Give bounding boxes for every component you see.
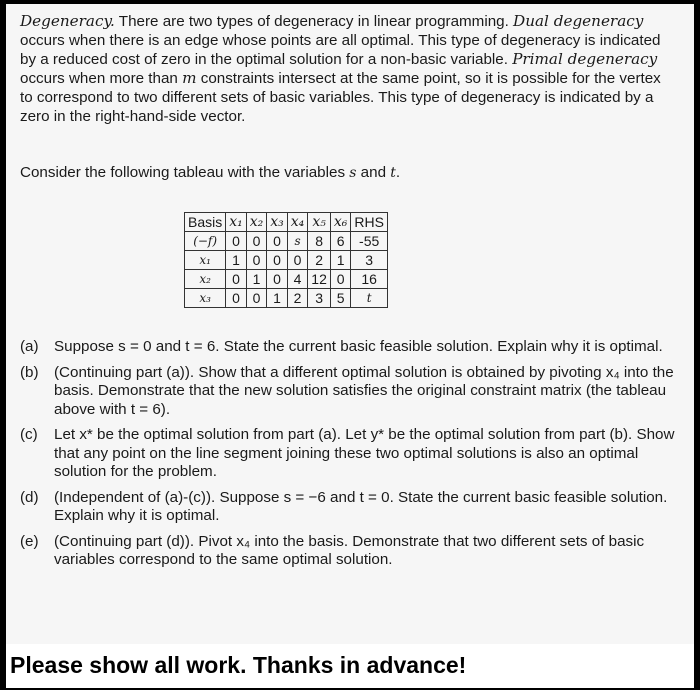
- term-degeneracy: Degeneracy.: [20, 12, 115, 30]
- question-a: [20, 338, 682, 357]
- row-basis: x₃: [185, 289, 226, 308]
- header-x4: x₄: [287, 213, 308, 232]
- page-frame: [6, 4, 694, 688]
- cell: 0: [267, 251, 288, 270]
- cell: 0: [226, 289, 247, 308]
- row-basis: x₁: [185, 251, 226, 270]
- cell: 0: [330, 270, 351, 289]
- question-d: [20, 489, 682, 526]
- simplex-tableau: [184, 212, 388, 308]
- intro-text-4: constraints intersect at the same point, so it is possible for the vertex to correspond to two different sets of basic variables. This type of degeneracy is indicated by a zero in the right-hand-side vector.: [20, 70, 661, 125]
- question-text: Let x* be the optimal solution from part (a). Let y* be the optimal solution from part (b). Show that any point on the line segment joining these two optimal solutions is also an optimal solution for the problem.: [54, 426, 675, 480]
- intro-paragraph: [20, 12, 670, 126]
- question-text: Suppose s = 0 and t = 6. State the current basic feasible solution. Explain why it is optimal.: [54, 338, 663, 355]
- question-b: [20, 364, 682, 420]
- cell: 0: [287, 251, 308, 270]
- cell: 6: [330, 232, 351, 251]
- question-c: [20, 426, 682, 482]
- intro-text-3: occurs when more than: [20, 70, 183, 87]
- cell: -55: [351, 232, 388, 251]
- header-basis: Basis: [185, 213, 226, 232]
- consider-and: and: [356, 164, 391, 181]
- cell: 0: [226, 270, 247, 289]
- header-x2: x₂: [246, 213, 267, 232]
- row-basis: x₂: [185, 270, 226, 289]
- question-e: [20, 533, 682, 570]
- tableau-header-row: [185, 213, 388, 232]
- cell: 0: [226, 232, 247, 251]
- cell: 0: [267, 232, 288, 251]
- consider-dot: .: [395, 164, 401, 181]
- table-row: [185, 232, 388, 251]
- cell: 0: [246, 251, 267, 270]
- cell: 3: [351, 251, 388, 270]
- question-list: [20, 338, 682, 577]
- consider-line: [20, 164, 400, 181]
- term-primal-degeneracy: Primal degeneracy: [512, 50, 658, 68]
- question-text: (Continuing part (a)). Show that a different optimal solution is obtained by pivoting x₄ into the basis. Demonstrate that the new solution satisfies the original constraint matrix (the tableau above with t = 6).: [54, 363, 674, 418]
- cell: 5: [330, 289, 351, 308]
- request-footer: Please show all work. Thanks in advance!: [10, 652, 467, 678]
- question-label: (c): [20, 426, 38, 443]
- cell: 0: [267, 270, 288, 289]
- question-label: (a): [20, 338, 39, 355]
- cell: 8: [308, 232, 331, 251]
- cell: 0: [246, 232, 267, 251]
- cell: 12: [308, 270, 331, 289]
- question-label: (e): [20, 532, 39, 550]
- var-t: t: [390, 165, 396, 181]
- cell: t: [351, 289, 388, 308]
- cell: 2: [287, 289, 308, 308]
- cell: 1: [267, 289, 288, 308]
- cell: 16: [351, 270, 388, 289]
- question-label: (d): [20, 488, 39, 506]
- question-text: (Independent of (a)-(c)). Suppose s = −6 and t = 0. State the current basic feasible solution. Explain why it is optimal.: [54, 488, 668, 524]
- header-x3: x₃: [267, 213, 288, 232]
- table-row: [185, 251, 388, 270]
- header-rhs: RHS: [351, 213, 388, 232]
- intro-text-2: occurs when there is an edge whose points are all optimal. This type of degeneracy is indicated by a reduced cost of zero in the optimal solution for a non-basic variable.: [20, 32, 661, 68]
- cell: 1: [246, 270, 267, 289]
- cell: 2: [308, 251, 331, 270]
- term-dual-degeneracy: Dual degeneracy: [513, 12, 644, 30]
- header-x5: x₅: [308, 213, 331, 232]
- cell: 1: [330, 251, 351, 270]
- cell: s: [287, 232, 308, 251]
- var-m: m: [182, 69, 197, 87]
- table-row: [185, 270, 388, 289]
- cell: 3: [308, 289, 331, 308]
- row-basis: (−f): [185, 232, 226, 251]
- table-row: [185, 289, 388, 308]
- cell: 0: [246, 289, 267, 308]
- problem-photo: [6, 4, 694, 644]
- header-x6: x₆: [330, 213, 351, 232]
- cell: 1: [226, 251, 247, 270]
- intro-text-1: There are two types of degeneracy in linear programming.: [114, 13, 514, 30]
- header-x1: x₁: [226, 213, 247, 232]
- consider-text: Consider the following tableau with the variables: [20, 164, 350, 181]
- question-text: (Continuing part (d)). Pivot x₄ into the basis. Demonstrate that two different sets of basic variables correspond to the same optimal solution.: [54, 532, 645, 568]
- var-s: s: [349, 165, 357, 181]
- cell: 4: [287, 270, 308, 289]
- question-label: (b): [20, 363, 39, 381]
